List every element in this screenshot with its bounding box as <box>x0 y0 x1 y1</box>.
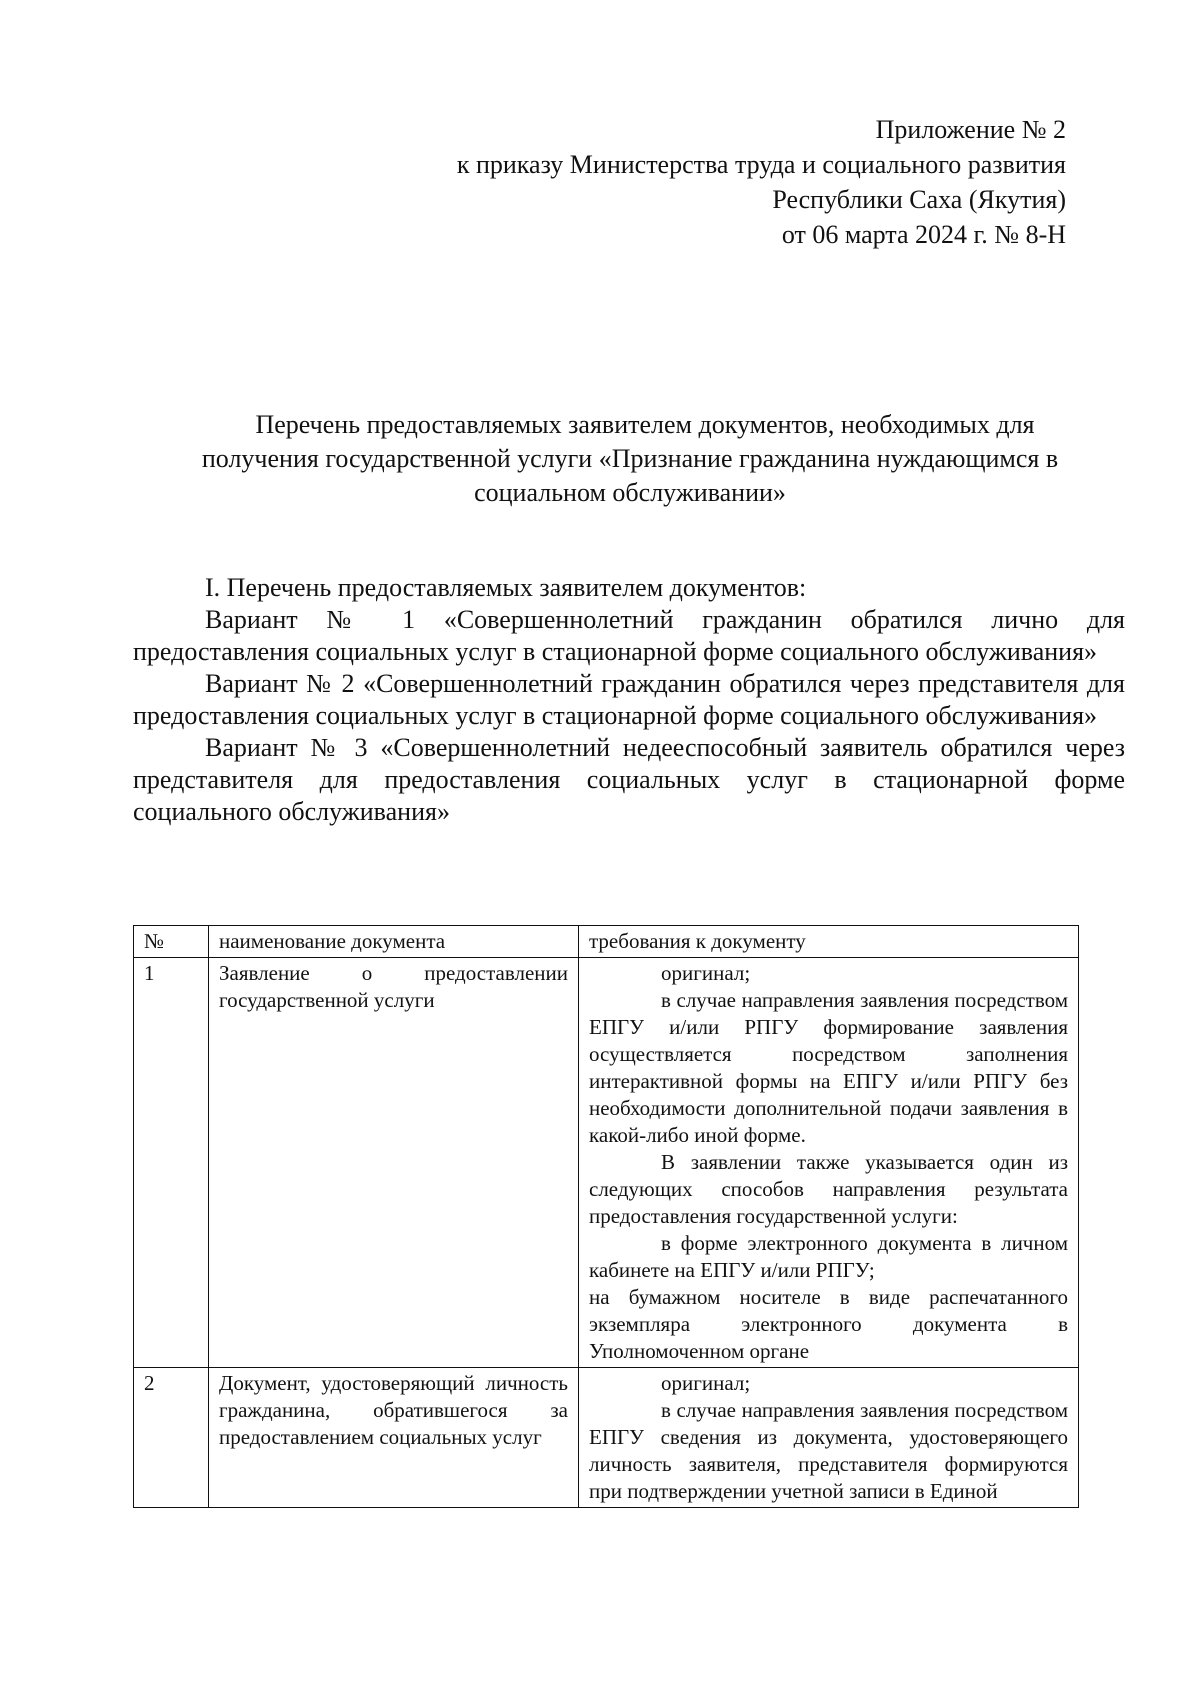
header-document-name: наименование документа <box>209 926 579 958</box>
variant-paragraph: Вариант № 1 «Совершеннолетний гражданин обратился лично для предоставления социальных услуг в стационарной форме социального обслуживания» <box>133 605 1125 666</box>
requirement-paragraph: в случае направления заявления посредством ЕПГУ сведения из документа, удостоверяющего личность заявителя, представителя формируются при подтверждении учетной записи в Единой <box>589 1398 1068 1503</box>
approval-line: Республики Саха (Якутия) <box>772 185 1066 214</box>
requirement-paragraph: оригинал; <box>661 961 751 985</box>
variant-paragraph: Вариант № 3 «Совершеннолетний недееспособный заявитель обратился через представителя для предоставления социальных услуг в стационарной форме социального обслуживания» <box>133 733 1125 826</box>
approval-line: Приложение № 2 <box>875 115 1066 144</box>
requirement-paragraph: в форме электронного документа в личном кабинете на ЕПГУ и/или РПГУ; <box>589 1231 1068 1282</box>
document-name: Документ, удостоверяющий личность гражданина, обратившегося за предоставлением социальных услуг <box>209 1368 579 1508</box>
approval-line: к приказу Министерства труда и социального развития <box>456 150 1066 179</box>
document-requirements <box>579 1368 1079 1508</box>
title-line: Перечень предоставляемых заявителем документов, необходимых для <box>255 410 1035 439</box>
table-row <box>134 1368 1079 1508</box>
document-title <box>160 408 1100 510</box>
requirement-paragraph: в случае направления заявления посредством ЕПГУ и/или РПГУ формирование заявления осуществляется посредством заполнения интерактивной формы на ЕПГУ и/или РПГУ без необходимости дополнительной подачи заявления в какой-либо иной форме. <box>589 988 1068 1147</box>
requirement-paragraph: на бумажном носителе в виде распечатанного экземпляра электронного документа в Уполномоченном органе <box>589 1285 1068 1363</box>
approval-line: от 06 марта 2024 г. № 8-Н <box>781 220 1066 249</box>
documents-table <box>133 925 1079 1508</box>
table-row <box>134 958 1079 1368</box>
document-intro <box>133 572 1125 828</box>
document-name: Заявление о предоставлении государственной услуги <box>209 958 579 1368</box>
row-number: 1 <box>134 958 209 1368</box>
variant-paragraph: Вариант № 2 «Совершеннолетний гражданин обратился через представителя для предоставления социальных услуг в стационарной форме социального обслуживания» <box>133 669 1125 730</box>
row-number: 2 <box>134 1368 209 1508</box>
title-line: получения государственной услуги «Признание гражданина нуждающимся в <box>201 444 1059 473</box>
document-requirements <box>579 958 1079 1368</box>
requirement-paragraph: В заявлении также указывается один из следующих способов направления результата предоставления государственной услуги: <box>589 1150 1068 1228</box>
approval-block <box>457 112 1066 252</box>
title-line: социальном обслуживании» <box>474 478 786 507</box>
table-header-row <box>134 926 1079 958</box>
header-requirements: требования к документу <box>579 926 1079 958</box>
section-heading: I. Перечень предоставляемых заявителем документов: <box>205 573 807 602</box>
header-number: № <box>134 926 209 958</box>
requirement-paragraph: оригинал; <box>661 1371 751 1395</box>
